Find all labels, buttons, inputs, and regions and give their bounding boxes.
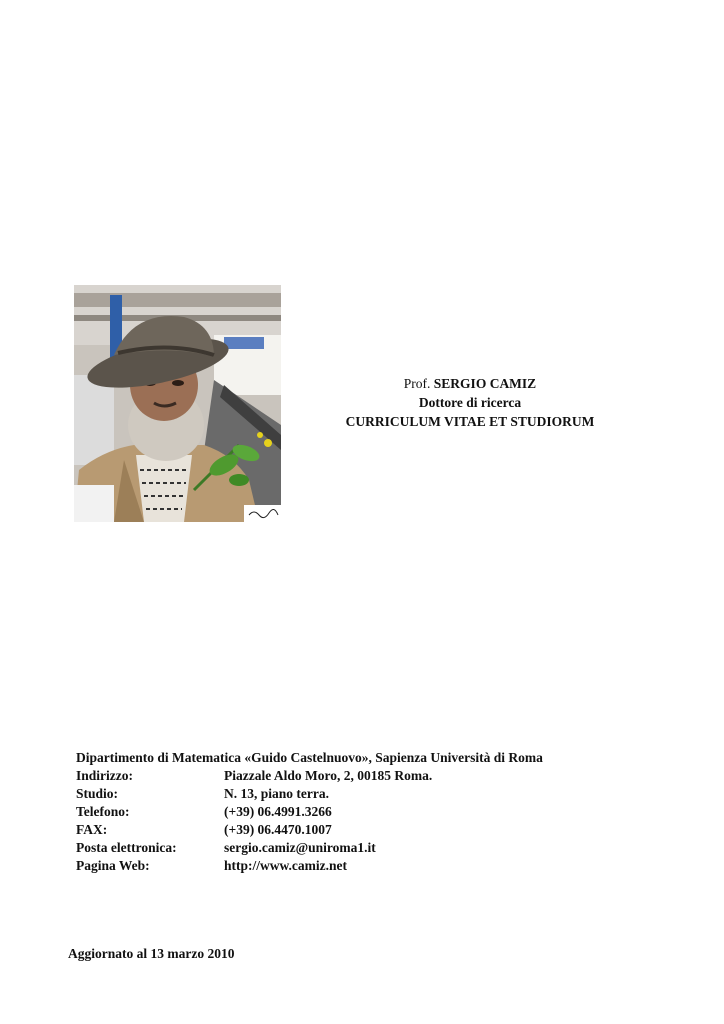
contact-label: Telefono: [76, 804, 130, 819]
contact-value: (+39) 06.4991.3266 [224, 804, 332, 819]
contact-value: Piazzale Aldo Moro, 2, 00185 Roma. [224, 768, 433, 783]
contact-value: N. 13, piano terra. [224, 786, 329, 801]
title-prefix: Prof. [403, 376, 431, 391]
contact-row-web [76, 857, 676, 875]
contact-row-office [76, 785, 676, 803]
contact-label: Pagina Web: [76, 858, 150, 873]
contact-row-fax [76, 821, 676, 839]
contact-block [76, 749, 676, 875]
department: Dipartimento di Matematica «Guido Castelnuovo», Sapienza Università di Roma [76, 750, 543, 765]
name-line [330, 374, 610, 393]
contact-row-address [76, 767, 676, 785]
title-block [330, 374, 610, 431]
document-title: CURRICULUM VITAE ET STUDIORUM [345, 414, 595, 429]
contact-value: (+39) 06.4470.1007 [224, 822, 332, 837]
contact-row-email [76, 839, 676, 857]
web-link[interactable]: http://www.camiz.net [224, 858, 347, 873]
contact-label: Indirizzo: [76, 768, 133, 783]
contact-label: FAX: [76, 822, 108, 837]
contact-label: Studio: [76, 786, 119, 801]
person-name: SERGIO CAMIZ [433, 376, 537, 391]
email-link[interactable]: sergio.camiz@uniroma1.it [224, 840, 376, 855]
contact-row-phone [76, 803, 676, 821]
portrait-photo [74, 285, 281, 522]
updated-date: Aggiornato al 13 marzo 2010 [68, 946, 235, 961]
degree: Dottore di ricerca [418, 395, 522, 410]
contact-label: Posta elettronica: [76, 840, 177, 855]
